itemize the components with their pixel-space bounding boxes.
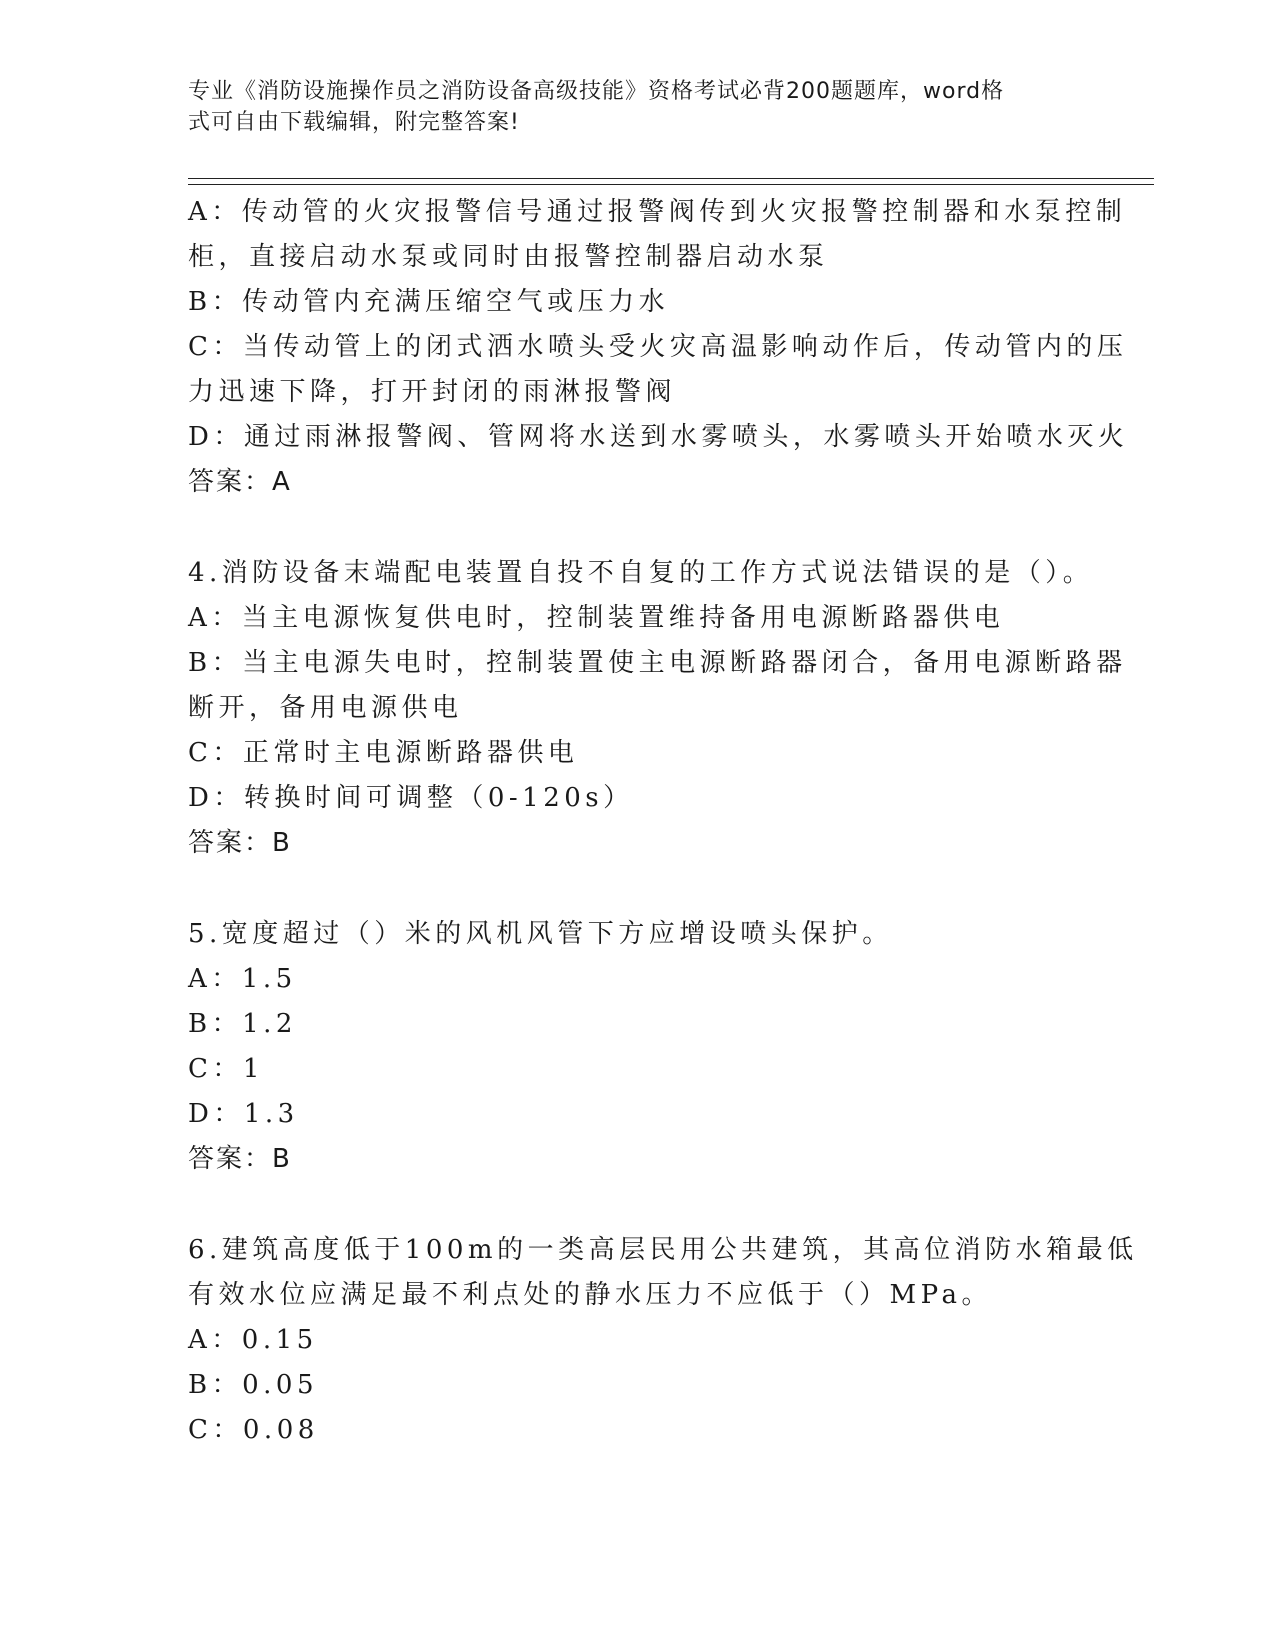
option-b: B：传动管内充满压缩空气或压力水 [188,287,670,317]
question-6 [188,1228,1138,1453]
option-c-continued: 力迅速下降，打开封闭的雨淋报警阀 [188,377,677,407]
question-stem: 6.建筑高度低于100m的一类高层民用公共建筑，其高位消防水箱最低 [188,1235,1138,1265]
spacer [188,505,1088,551]
question-stem: 4.消防设备末端配电装置自投不自复的工作方式说法错误的是（）。 [188,558,1094,588]
answer-label: 答案：B [188,828,292,858]
document-header [188,76,1068,138]
header-divider-top [188,178,1154,179]
header-divider-bottom [188,184,1154,185]
question-stem-continued: 有效水位应满足最不利点处的静水压力不应低于（）MPa。 [188,1280,992,1310]
spacer [188,866,1088,912]
question-stem: 5.宽度超过（）米的风机风管下方应增设喷头保护。 [188,919,893,949]
option-d: D：通过雨淋报警阀、管网将水送到水雾喷头，水雾喷头开始喷水灭火 [188,422,1129,452]
option-a: A：1.5 [188,964,297,994]
spacer [188,1182,1088,1228]
option-b: B：1.2 [188,1009,297,1039]
option-a: A：0.15 [188,1325,318,1355]
option-c: C：1 [188,1054,264,1084]
header-title-line-2: 式可自由下载编辑，附完整答案! [188,110,520,135]
option-a-continued: 柜，直接启动水泵或同时由报警控制器启动水泵 [188,242,829,272]
option-b-continued: 断开，备用电源供电 [188,693,463,723]
option-c: C：0.08 [188,1415,319,1445]
question-3-continued [188,190,1129,505]
option-d: D：1.3 [188,1099,299,1129]
option-d: D：转换时间可调整（0-120s） [188,783,634,813]
option-c: C：正常时主电源断路器供电 [188,738,579,768]
question-content [188,190,1138,1453]
answer-label: 答案：B [188,1144,292,1174]
question-4 [188,551,1127,866]
option-a: A：传动管的火灾报警信号通过报警阀传到火灾报警控制器和水泵控制 [188,197,1127,227]
answer-label: 答案：A [188,467,292,497]
option-b: B：当主电源失电时，控制装置使主电源断路器闭合，备用电源断路器 [188,648,1127,678]
option-c: C：当传动管上的闭式洒水喷头受火灾高温影响动作后，传动管内的压 [188,332,1128,362]
option-b: B：0.05 [188,1370,318,1400]
question-5 [188,912,1088,1182]
option-a: A：当主电源恢复供电时，控制装置维持备用电源断路器供电 [188,603,1005,633]
header-title-line-1: 专业《消防设施操作员之消防设备高级技能》资格考试必背200题题库，word格 [188,79,1005,104]
